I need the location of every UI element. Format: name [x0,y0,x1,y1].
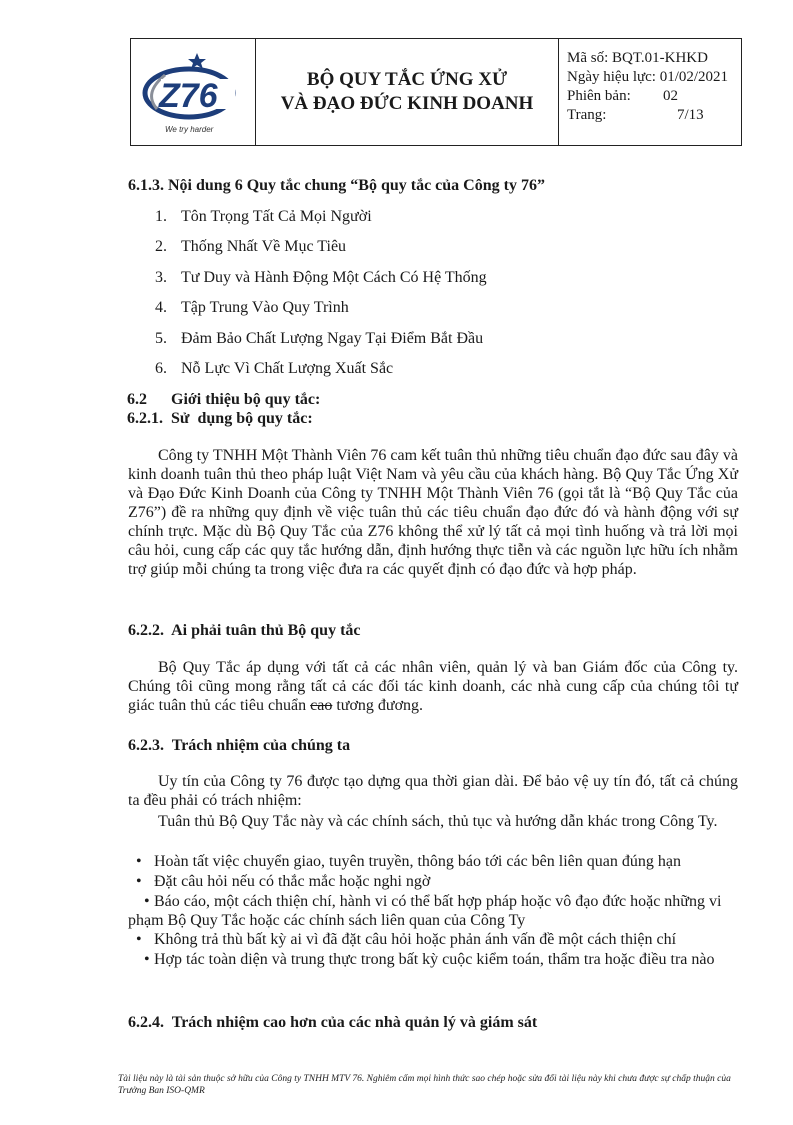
page-number: 7/13 [677,107,704,123]
heading-6-2-3: 6.2.3. Trách nhiệm của chúng ta [128,737,351,754]
document-meta [559,39,741,145]
page-footer: Tài liệu này là tài sản thuộc sở hữu của Công ty TNHH MTV 76. Nghiêm cấm mọi hình thức sao chép hoặc sửa đổi tài liệu này khi chưa được sự chấp thuận của Trưởng Ban ISO-QMR [118,1074,731,1096]
list-item: 4. Tập Trung Vào Quy Trình [155,299,349,316]
list-item: 2. Thống Nhất Về Mục Tiêu [155,238,347,255]
logo-tagline: We try harder [165,125,214,134]
list-item: 3. Tư Duy và Hành Động Một Cách Có Hệ Thống [155,269,487,286]
version-value: 02 [663,88,678,104]
bullet-item: • Không trả thù bất kỳ ai vì đã đặt câu hỏi hoặc phản ánh vấn đề một cách thiện chí [136,931,677,948]
list-item: 1. Tôn Trọng Tất Cả Mọi Người [155,208,372,225]
paragraph-6-2-1: Công ty TNHH Một Thành Viên 76 cam kết tuân thủ những tiêu chuẩn đạo đức sau đây và kinh doanh tuân thủ theo pháp luật Việt Nam và yêu cầu của khách hàng. Bộ Quy Tắc Ứng Xử và Đạo Đức Kinh Doanh của Công ty TNHH Một Thành Viên 76 (gọi tắt là “Bộ Quy Tắc của Z76”) đề ra những quy định về việc tuân thủ các tiêu chuẩn đạo đức đó và hành động với sự chính trực. Mặc dù Bộ Quy Tắc của Z76 không thể xử lý tất cả mọi tình huống và trả lời mọi câu hỏi, cung cấp các quy tắc hướng dẫn, định hướng thực tiễn và các nguồn lực hữu ích nhằm trợ giúp mỗi chúng ta trong việc đưa ra các quyết định có đạo đức và hợp pháp. [128,447,738,578]
version-label: Phiên bản: [567,88,631,104]
paragraph-6-2-2: Bộ Quy Tắc áp dụng với tất cả các nhân viên, quản lý và ban Giám đốc của Công ty. Chúng tôi cũng mong rằng tất cả các đối tác kinh doanh, các nhà cung cấp của chúng tôi tự giác tuân thủ các tiêu chuẩn cao tương đương. [128,659,738,714]
struck-word: cao [310,697,333,714]
logo-wordmark: Z76 [159,77,218,115]
paragraph-6-2-3-compliance: Tuân thủ Bộ Quy Tắc này và các chính sách, thủ tục và hướng dẫn khác trong Công Ty. [158,813,718,830]
title-line-2: VÀ ĐẠO ĐỨC KINH DOANH [280,93,534,114]
effective-date: Ngày hiệu lực: 01/02/2021 [567,69,729,85]
heading-6-1-3: 6.1.3. Nội dung 6 Quy tắc chung “Bộ quy tắc của Công ty 76” [128,177,545,194]
logo-graphic [135,45,251,125]
doc-code: Mã số: BQT.01-KHKD [567,50,708,66]
paragraph-6-2-3-intro: Uy tín của Công ty 76 được tạo dựng qua thời gian dài. Để bảo vệ uy tín đó, tất cả chúng ta đều phải có trách nhiệm: [128,773,738,809]
title-line-1: BỘ QUY TẮC ỨNG XỬ [306,69,508,90]
document-title [256,39,559,145]
heading-6-2-1: 6.2.1. Sử dụng bộ quy tắc: [127,410,313,427]
bullet-item: • Đặt câu hỏi nếu có thắc mắc hoặc nghi ngờ [136,873,431,890]
heading-6-2-4: 6.2.4. Trách nhiệm cao hơn của các nhà quản lý và giám sát [128,1014,538,1031]
bullet-item: • Hoàn tất việc chuyển giao, tuyên truyền, thông báo tới các bên liên quan đúng hạn [136,853,681,870]
heading-6-2-2: 6.2.2. Ai phải tuân thủ Bộ quy tắc [128,622,361,639]
page-label: Trang: [567,107,607,123]
document-header [130,38,742,146]
bullet-item: • Hợp tác toàn diện và trung thực trong bất kỳ cuộc kiểm toán, thẩm tra hoặc điều tra nào [144,951,715,968]
company-logo [131,39,256,145]
list-item: 5. Đảm Bảo Chất Lượng Ngay Tại Điểm Bắt Đầu [155,330,484,347]
bullet-item: • Báo cáo, một cách thiện chí, hành vi có thể bất hợp pháp hoặc vô đạo đức hoặc những vi phạm Bộ Quy Tắc hoặc các chính sách liên quan của Công Ty [128,893,722,929]
list-item: 6. Nỗ Lực Vì Chất Lượng Xuất Sắc [155,360,394,377]
heading-6-2: 6.2 Giới thiệu bộ quy tắc: [127,391,321,408]
